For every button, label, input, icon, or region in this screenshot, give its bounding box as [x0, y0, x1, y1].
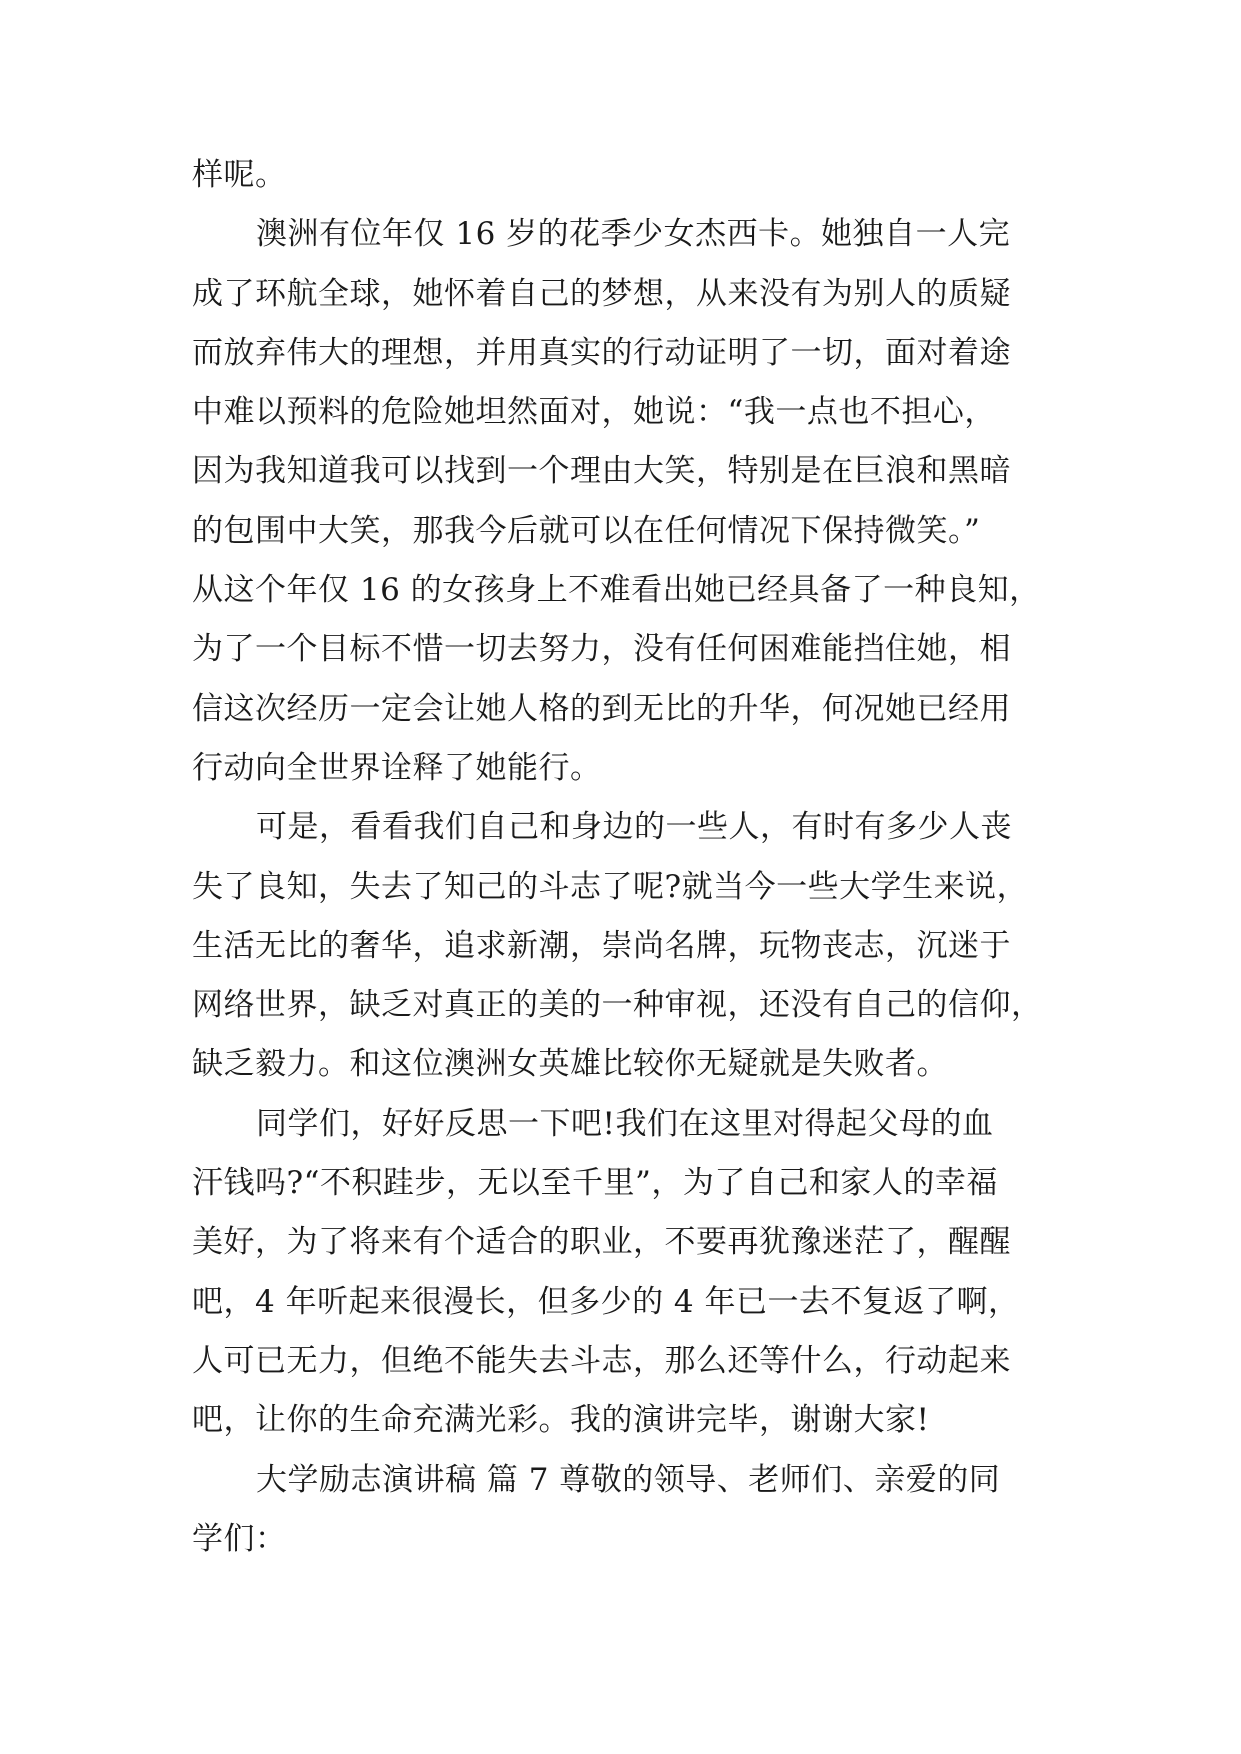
text-line: 样呢。	[192, 157, 287, 193]
text-line: 吧，4 年听起来很漫长，但多少的 4 年已一去不复返了啊，	[192, 1283, 1020, 1320]
text-line: 失了良知，失去了知己的斗志了呢?就当今一些大学生来说，	[192, 868, 1029, 905]
text-line: 人可已无力，但绝不能失去斗志，那么还等什么，行动起来	[192, 1342, 1011, 1379]
text-line: 的包围中大笑，那我今后就可以在任何情况下保持微笑。”	[192, 512, 981, 549]
text-line: 可是，看看我们自己和身边的一些人，有时有多少人丧	[256, 809, 1012, 846]
text-line: 汗钱吗?“不积跬步，无以至千里”，为了自己和家人的幸福	[192, 1165, 998, 1202]
text-line: 从这个年仅 16 的女孩身上不难看出她已经具备了一种良知，	[192, 572, 1041, 609]
text-line: 吧，让你的生命充满光彩。我的演讲完毕，谢谢大家!	[192, 1402, 930, 1439]
text-line: 信这次经历一定会让她人格的到无比的升华，何况她已经用	[192, 690, 1011, 727]
text-line: 学们：	[192, 1520, 287, 1557]
text-line: 行动向全世界诠释了她能行。	[192, 749, 602, 786]
text-line: 而放弃伟大的理想，并用真实的行动证明了一切，面对着途	[192, 334, 1011, 371]
text-line: 中难以预料的危险她坦然面对，她说：“我一点也不担心，	[192, 394, 996, 431]
text-line: 缺乏毅力。和这位澳洲女英雄比较你无疑就是失败者。	[192, 1046, 948, 1083]
text-line: 成了环航全球，她怀着自己的梦想，从来没有为别人的质疑	[192, 275, 1011, 312]
text-line: 因为我知道我可以找到一个理由大笑，特别是在巨浪和黑暗	[192, 453, 1011, 490]
text-line: 同学们，好好反思一下吧!我们在这里对得起父母的血	[256, 1105, 994, 1142]
text-line: 网络世界，缺乏对真正的美的一种审视，还没有自己的信仰，	[192, 987, 1043, 1024]
document-body	[192, 155, 1064, 1578]
text-line: 澳洲有位年仅 16 岁的花季少女杰西卡。她独自一人完	[256, 216, 1011, 253]
text-line: 美好，为了将来有个适合的职业，不要再犹豫迷茫了，醒醒	[192, 1224, 1011, 1261]
text-line: 生活无比的奢华，追求新潮，崇尚名牌，玩物丧志，沉迷于	[192, 927, 1011, 964]
text-line: 为了一个目标不惜一切去努力，没有任何困难能挡住她，相	[192, 631, 1011, 668]
text-line: 大学励志演讲稿 篇 7 尊敬的领导、老师们、亲爱的同	[256, 1461, 1001, 1498]
